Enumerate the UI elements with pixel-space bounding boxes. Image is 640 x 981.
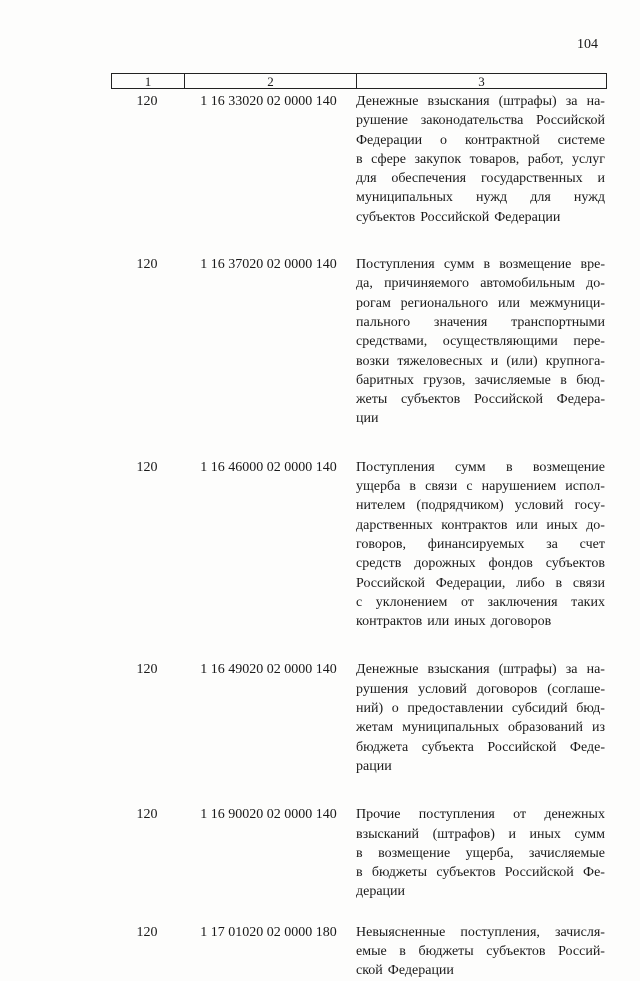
row-spacer	[111, 902, 607, 923]
text-line: средствами, осуществляющими пере-	[356, 334, 605, 350]
admin-code-cell: 120	[136, 924, 158, 940]
text-line: бюджета субъекта Российской Феде-	[356, 739, 605, 755]
text-line: в сфере закупок товаров, работ, услуг	[356, 151, 605, 167]
income-name-cell	[354, 660, 605, 776]
text-line: ции	[356, 411, 379, 427]
admin-code-cell: 120	[136, 94, 158, 109]
text-line: баритных грузов, зачисляемые в бюд-	[356, 372, 605, 388]
table-row	[111, 660, 607, 776]
row-spacer	[111, 776, 607, 805]
text-line: контрактов или иных договоров	[356, 614, 552, 630]
admin-code-cell: 120	[136, 459, 158, 475]
text-line: да, причиняемого автомобильным до-	[356, 276, 605, 292]
text-line: взысканий (штрафов) и иных сумм	[356, 826, 605, 842]
text-line: рации	[356, 758, 392, 774]
row-spacer	[111, 631, 607, 660]
text-line: в бюджеты субъектов Российской Фе-	[356, 865, 605, 881]
income-name-cell	[354, 92, 605, 227]
table-row	[111, 458, 607, 632]
text-line: пального значения транспортными	[356, 314, 605, 330]
text-line: ний) о предоставлении субсидий бюд-	[356, 701, 605, 717]
text-line: для обеспечения государственных и	[356, 171, 605, 187]
text-line: муниципальных нужд для нужд	[356, 190, 605, 206]
text-line: Поступления сумм в возмещение	[356, 459, 605, 475]
text-line: возки тяжеловесных и (или) крупнога-	[356, 353, 605, 369]
admin-code-cell: 120	[136, 257, 158, 273]
admin-code-cell: 120	[136, 807, 158, 823]
text-line: жеты субъектов Российской Федера-	[356, 392, 605, 408]
table-row	[111, 805, 607, 901]
text-line: с уклонением от заключения таких	[356, 594, 605, 610]
text-line: в возмещение ущерба, зачисляемые	[356, 845, 605, 861]
income-name-cell	[354, 255, 605, 429]
header-cell-2: 2	[185, 74, 357, 88]
table-row	[111, 92, 607, 227]
budget-code-cell: 1 16 33020 02 0000 140	[200, 94, 337, 109]
income-name-cell	[354, 805, 605, 901]
budget-code-cell: 1 16 37020 02 0000 140	[200, 257, 337, 273]
text-line: дерации	[356, 884, 406, 900]
text-line: рушение законодательства Российской	[356, 113, 605, 129]
text-line: емые в бюджеты субъектов Россий-	[356, 943, 605, 959]
admin-code-cell: 120	[136, 662, 158, 678]
text-line: говоров, финансируемых за счет	[356, 536, 605, 552]
text-line: рушения условий договоров (соглаше-	[356, 681, 605, 697]
text-line: Поступления сумм в возмещение вре-	[356, 257, 605, 273]
budget-code-cell: 1 16 46000 02 0000 140	[200, 459, 337, 475]
text-line: ущерба в связи с нарушением испол-	[356, 479, 605, 495]
text-line: Прочие поступления от денежных	[356, 807, 605, 823]
income-name-cell	[354, 923, 605, 981]
text-line: Федерации о контрактной системе	[356, 132, 605, 148]
text-line: Денежные взыскания (штрафы) за на-	[356, 662, 605, 678]
budget-code-cell: 1 17 01020 02 0000 180	[200, 924, 337, 940]
text-line: нителем (подрядчиком) условий госу-	[356, 498, 605, 514]
table-row	[111, 255, 607, 429]
row-spacer	[111, 429, 607, 458]
text-line: Денежные взыскания (штрафы) за на-	[356, 94, 605, 109]
text-line: субъектов Российской Федерации	[356, 209, 561, 225]
text-line: рогам регионального или межмуници-	[356, 295, 605, 311]
budget-code-cell: 1 16 90020 02 0000 140	[200, 807, 337, 823]
text-line: средств дорожных фондов субъектов	[356, 556, 605, 572]
table-header-row	[111, 73, 607, 89]
text-line: ской Федерации	[356, 963, 454, 979]
text-line: Невыясненные поступления, зачисля-	[356, 924, 605, 940]
text-line: дарственных контрактов или иных до-	[356, 517, 605, 533]
text-line: Российской Федерации, либо в связи	[356, 575, 605, 591]
budget-code-cell: 1 16 49020 02 0000 140	[200, 662, 337, 678]
page-number: 104	[577, 37, 598, 52]
row-spacer	[111, 227, 607, 255]
table-body	[111, 92, 607, 981]
income-name-cell	[354, 458, 605, 632]
text-line: жетам муниципальных образований из	[356, 720, 605, 736]
table-row	[111, 923, 607, 981]
header-cell-3: 3	[478, 73, 485, 89]
header-cell-1: 1	[112, 74, 185, 88]
